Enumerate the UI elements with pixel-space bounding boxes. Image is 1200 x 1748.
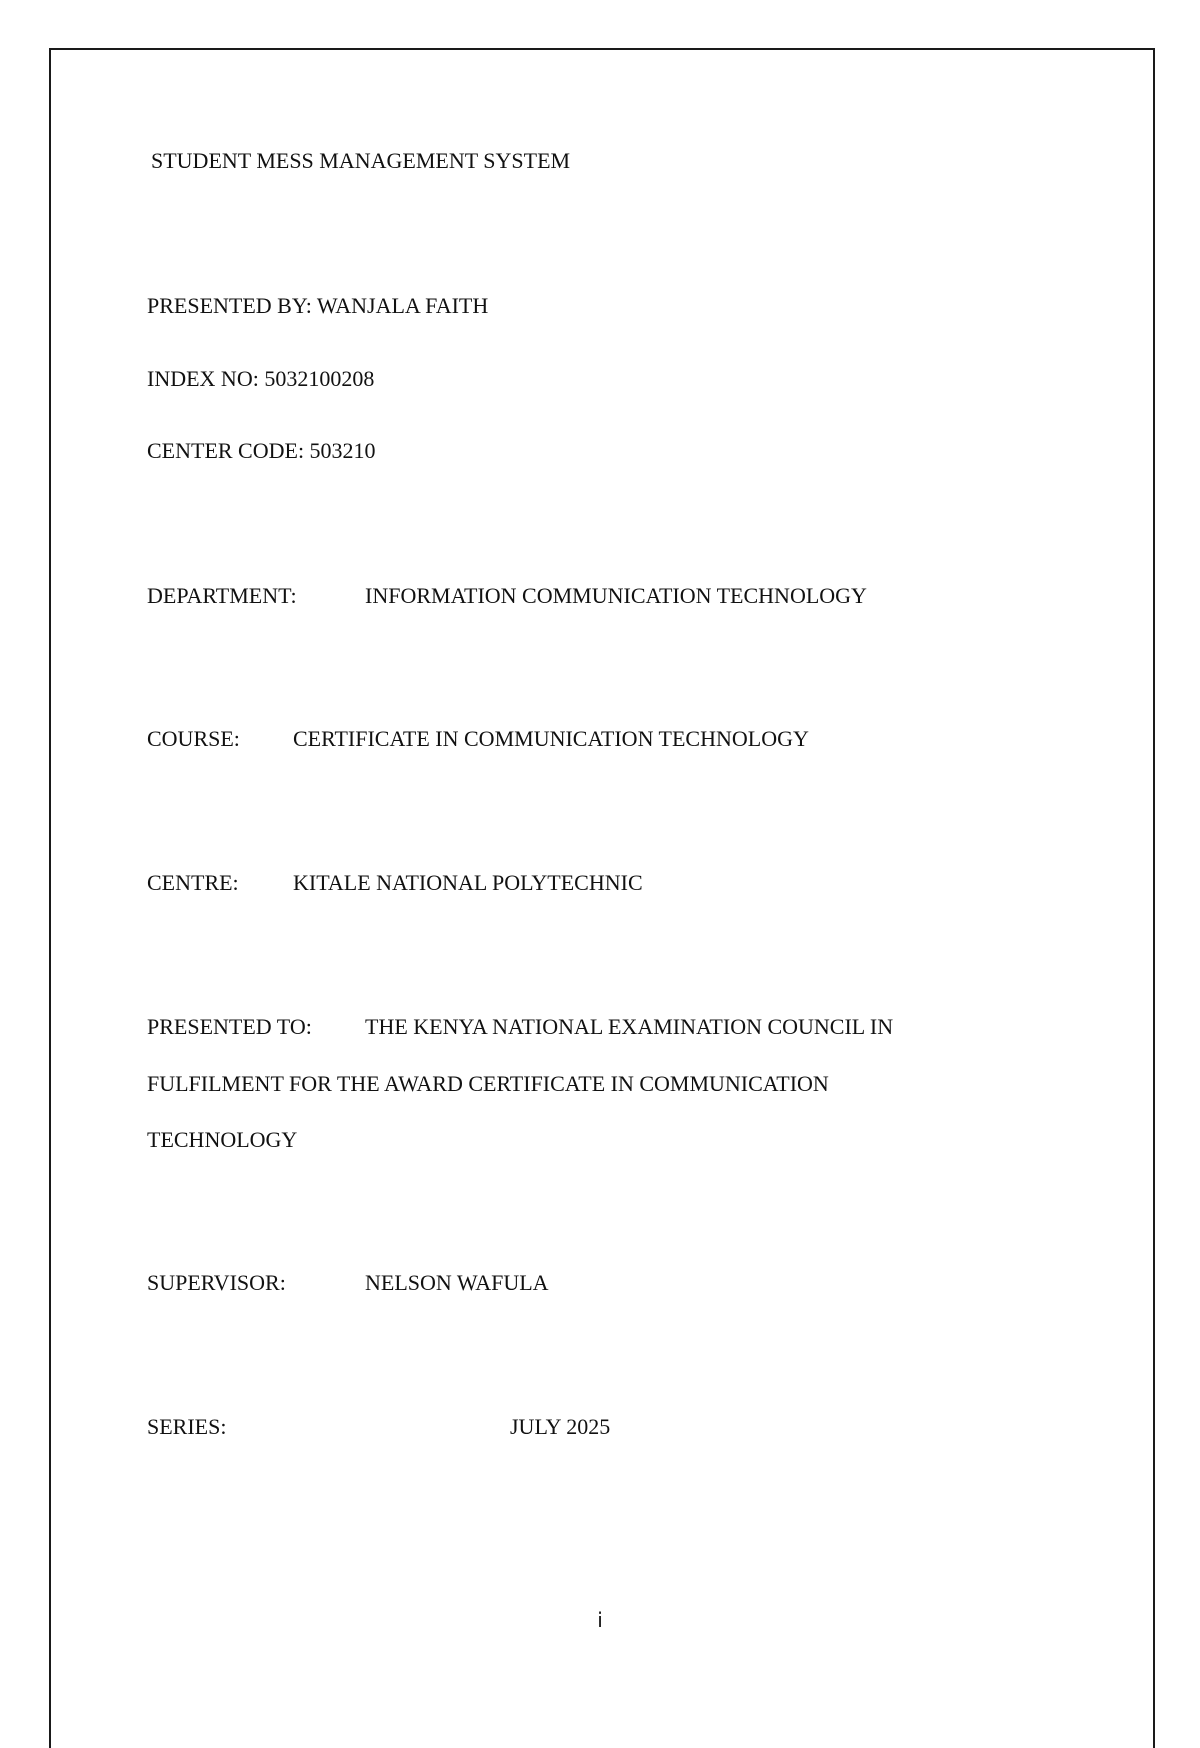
presented-to-line-3: TECHNOLOGY bbox=[147, 1127, 298, 1152]
centre-label: CENTRE: bbox=[147, 870, 239, 895]
center-code: CENTER CODE: 503210 bbox=[147, 438, 376, 463]
supervisor-label: SUPERVISOR: bbox=[147, 1270, 286, 1295]
page-number: i bbox=[597, 1608, 603, 1632]
course-label: COURSE: bbox=[147, 726, 240, 751]
presented-to-line-2: FULFILMENT FOR THE AWARD CERTIFICATE IN COMMUNICATION bbox=[147, 1071, 829, 1096]
department-label: DEPARTMENT: bbox=[147, 583, 297, 608]
course-value: CERTIFICATE IN COMMUNICATION TECHNOLOGY bbox=[293, 726, 809, 751]
presented-by: PRESENTED BY: WANJALA FAITH bbox=[147, 293, 489, 318]
series-label: SERIES: bbox=[147, 1414, 227, 1439]
document-title: STUDENT MESS MANAGEMENT SYSTEM bbox=[151, 148, 571, 173]
presented-to-label: PRESENTED TO: bbox=[147, 1014, 312, 1039]
index-number: INDEX NO: 5032100208 bbox=[147, 366, 375, 391]
presented-to-value: THE KENYA NATIONAL EXAMINATION COUNCIL IN bbox=[365, 1014, 894, 1039]
department-value: INFORMATION COMMUNICATION TECHNOLOGY bbox=[365, 583, 867, 608]
centre-value: KITALE NATIONAL POLYTECHNIC bbox=[293, 870, 643, 895]
supervisor-value: NELSON WAFULA bbox=[365, 1270, 549, 1295]
series-value: JULY 2025 bbox=[510, 1414, 611, 1439]
